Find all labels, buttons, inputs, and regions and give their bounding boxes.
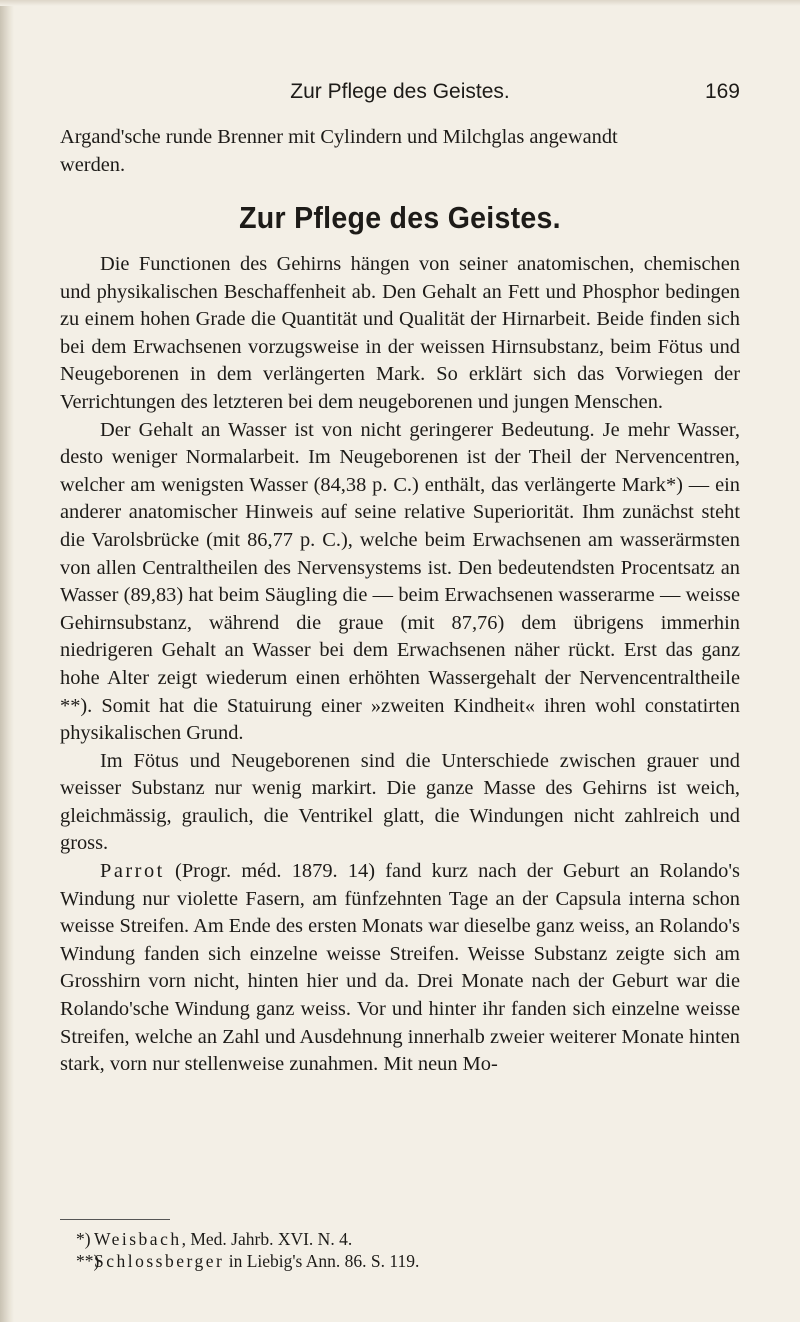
footnotes [76,1228,736,1272]
page-binding-edge [0,0,14,1322]
footnote-2 [76,1250,736,1272]
footnote-1-mark: *) [76,1229,91,1249]
footnote-2-author: Schlossberger [94,1251,225,1271]
paragraph-water: Der Gehalt an Wasser ist von nicht geringerer Bedeutung. Je mehr Wasser, desto weniger Normalarbeit. Im Neugeborenen ist der Theil der Nervencentren, welcher am wenigsten Wasser (84,38 p. C.) enthält, das verlängerte Mark*) — ein anderer anatomischer Hinweis auf seine relative Superiorität. Ihm zunächst steht die Varolsbrücke (mit 86,77 p. C.), welche beim Erwachsenen am wasserärmsten von allen Centraltheilen des Nervensystems ist. Den bedeutendsten Procentsatz an Wasser (89,83) hat beim Säugling die — beim Erwachsenen wasserarme — weisse Gehirnsubstanz, während die graue (mit 87,76) dem übrigens immerhin niedrigeren Gehalt an Wasser bei dem Erwachsenen näher rückt. Erst das ganz hohe Alter zeigt wiederum einen erhöhten Wassergehalt der Nervencentraltheile **). Somit hat die Statuirung einer »zweiten Kindheit« ihren wohl constatirten physikalischen Grund. [60,418,740,745]
page-number: 169 [704,80,740,103]
footnote-2-mark: **) [76,1251,100,1271]
paragraph-fetus: Im Fötus und Neugeborenen sind die Unterschiede zwischen grauer und weisser Substanz nur wenig markirt. Die ganze Masse des Gehirns ist weich, gleichmässig, graulich, die Ventrikel glatt, die Windungen nicht zahlreich und gross. [60,749,740,855]
author-name-parrot: Parrot [100,860,165,883]
opening-line-2: werden. [60,153,126,176]
footnote-1-author: Weisbach [94,1229,182,1249]
body-text [60,251,740,1079]
footnote-2-text: in Liebig's Ann. 86. S. 119. [224,1251,420,1271]
paragraph-parrot-text: (Progr. méd. 1879. 14) fand kurz nach der Geburt an Rolando's Windung nur violette Fasern, am fünfzehnten Tage an der Capsula interna schon weisse Streifen. Am Ende des ersten Monats war dieselbe ganz weiss, an Rolando's Windung fanden sich einzelne weisse Streifen. Weisse Substanz zeigte sich am Grosshirn vorn nicht, hinten hier und da. Drei Monate nach der Geburt war die Rolando'sche Windung ganz weiss. Vor und hinter ihr fanden sich einzelne weisse Streifen, welche an Zahl und Ausdehnung innerhalb zweier weiterer Monate hinten stark, vorn nur stellenweise zunahmen. Mit neun Mo- [60,860,740,1076]
page-top-edge [0,0,800,6]
opening-paragraph [60,124,740,179]
paragraph-parrot [60,858,740,1079]
footnote-1-text: , Med. Jahrb. XVI. N. 4. [181,1229,353,1249]
running-head: Zur Pflege des Geistes. [290,80,510,103]
opening-line-1: Argand'sche runde Brenner mit Cylindern und Milchglas angewandt [60,126,618,148]
footnote-1 [76,1228,736,1250]
page-header [60,80,740,110]
section-heading: Zur Pflege des Geistes. [239,200,561,235]
footnote-rule [60,1219,170,1220]
paragraph-functions: Die Functionen des Gehirns hängen von seiner anatomischen, chemischen und physikalischen Beschaffenheit ab. Den Gehalt an Fett und Phosphor bedingen zu einem hohen Grade die Quantität und Qualität der Hirnarbeit. Beide finden sich bei dem Erwachsenen vorzugsweise in der weissen Hirnsubstanz, beim Fötus und Neugeborenen in dem verlängerten Mark. So erklärt sich das Vorwiegen der Verrichtungen des letzteren bei dem neugeborenen und jungen Menschen. [60,253,740,413]
